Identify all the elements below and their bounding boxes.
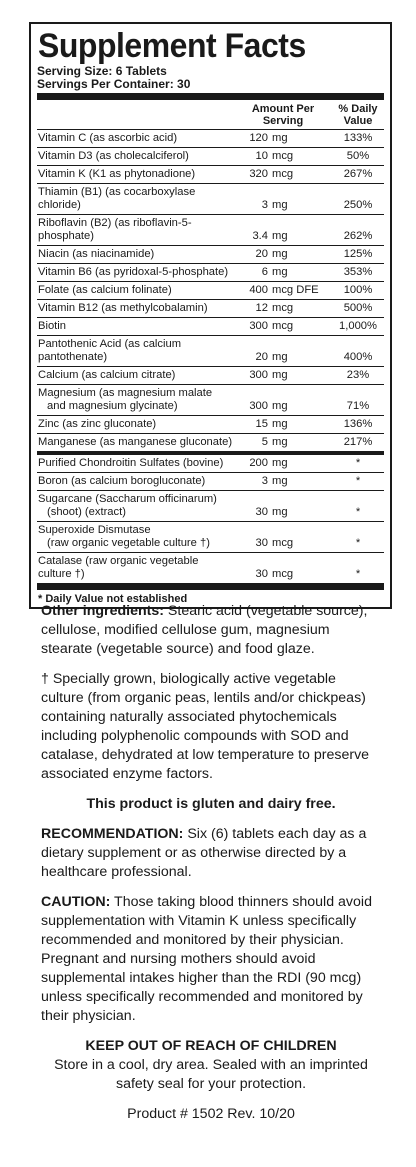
nutrient-daily-value: 125% xyxy=(343,248,373,260)
nutrient-group-vitamins-minerals xyxy=(37,130,384,451)
thick-rule xyxy=(37,583,384,590)
nutrient-amount: 300 mg xyxy=(249,369,288,381)
nutrient-daily-value: 267% xyxy=(343,168,373,180)
nutrient-name: Magnesium (as magnesium malate and magnesium glycinate) xyxy=(38,387,213,412)
nutrient-name: Pantothenic Acid (as calcium pantothenate) xyxy=(38,338,182,363)
servings-per-container: Servings Per Container: 30 xyxy=(37,77,191,91)
nutrient-name: Catalase (raw organic vegetable culture †) xyxy=(38,555,199,580)
serving-size: Serving Size: 6 Tablets xyxy=(37,64,167,78)
footnote: * Daily Value not established xyxy=(38,593,188,605)
nutrient-name: Vitamin D3 (as cholecalciferol) xyxy=(38,150,189,162)
nutrient-amount: 200 mg xyxy=(249,457,288,469)
nutrient-row xyxy=(37,473,384,491)
nutrient-row xyxy=(37,300,384,318)
nutrient-amount: 400 mcg DFE xyxy=(249,284,319,296)
panel-title: Supplement Facts xyxy=(38,27,306,65)
keep-out-warning: KEEP OUT OF REACH OF CHILDREN xyxy=(85,1038,337,1054)
nutrient-name: Vitamin B12 (as methylcobalamin) xyxy=(38,302,208,314)
nutrient-daily-value: 250% xyxy=(343,199,373,211)
nutrient-row xyxy=(37,491,384,522)
nutrient-row xyxy=(37,246,384,264)
nutrient-daily-value: 100% xyxy=(343,284,373,296)
nutrient-row xyxy=(37,367,384,385)
nutrient-name: Biotin xyxy=(38,320,66,332)
nutrient-amount: 3 mg xyxy=(261,475,288,487)
nutrient-row xyxy=(37,264,384,282)
nutrient-daily-value: 133% xyxy=(343,132,373,144)
nutrient-name: Purified Chondroitin Sulfates (bovine) xyxy=(38,457,224,469)
product-number: Product # 1502 Rev. 10/20 xyxy=(127,1106,295,1122)
nutrient-amount: 30 mcg xyxy=(255,537,294,549)
label-body-text xyxy=(41,602,381,1135)
nutrient-daily-value: 217% xyxy=(343,436,373,448)
supplement-facts-panel xyxy=(29,22,392,609)
nutrient-amount: 320 mcg xyxy=(249,168,294,180)
nutrient-daily-value: 1,000% xyxy=(339,320,377,332)
other-ingredients: Other ingredients: Stearic acid (vegetable source), cellulose, modified cellulose gum, magnesium stearate (vegetable source) and food glaze. xyxy=(41,603,368,657)
nutrient-daily-value: 262% xyxy=(343,230,373,242)
nutrient-daily-value: * xyxy=(355,537,361,549)
nutrient-daily-value: 136% xyxy=(343,418,373,430)
nutrient-name: Superoxide Dismutase (raw organic vegetable culture †) xyxy=(38,524,210,549)
nutrient-row xyxy=(37,282,384,300)
nutrient-name: Vitamin C (as ascorbic acid) xyxy=(38,132,178,144)
nutrient-amount: 120 mg xyxy=(249,132,288,144)
nutrient-group-other xyxy=(37,455,384,583)
nutrient-daily-value: * xyxy=(355,475,361,487)
nutrient-row xyxy=(37,416,384,434)
nutrient-daily-value: 353% xyxy=(343,266,373,278)
nutrient-daily-value: 23% xyxy=(346,369,370,381)
nutrient-name: Sugarcane (Saccharum officinarum) (shoot) (extract) xyxy=(38,493,217,518)
caution: CAUTION: Those taking blood thinners should avoid supplementation with Vitamin K unless specifically recommended and monitored by their physician. Pregnant and nursing mothers should avoid supplemental intakes higher than the RDI (90 mcg) unless specifically recommended and monitored by their physician. xyxy=(41,894,372,1024)
nutrient-row xyxy=(37,318,384,336)
nutrient-name: Vitamin K (K1 as phytonadione) xyxy=(38,168,196,180)
nutrient-daily-value: * xyxy=(355,506,361,518)
nutrient-amount: 5 mg xyxy=(261,436,288,448)
nutrient-name: Thiamin (B1) (as cocarboxylase chloride) xyxy=(38,186,196,211)
nutrient-row xyxy=(37,455,384,473)
nutrient-daily-value: * xyxy=(355,457,361,469)
nutrient-daily-value: 500% xyxy=(343,302,373,314)
nutrient-row xyxy=(37,336,384,367)
nutrient-daily-value: * xyxy=(355,568,361,580)
nutrient-row xyxy=(37,184,384,215)
nutrient-name: Riboflavin (B2) (as riboflavin-5-phosphate) xyxy=(38,217,192,242)
nutrient-row xyxy=(37,385,384,416)
nutrient-row xyxy=(37,166,384,184)
amount-header: Amount Per Serving xyxy=(251,103,315,127)
nutrient-name: Manganese (as manganese gluconate) xyxy=(38,436,233,448)
nutrient-amount: 20 mg xyxy=(255,248,288,260)
table-header xyxy=(37,100,384,130)
nutrient-amount: 6 mg xyxy=(261,266,288,278)
nutrient-amount: 300 mg xyxy=(249,400,288,412)
nutrient-name: Folate (as calcium folinate) xyxy=(38,284,172,296)
nutrient-row xyxy=(37,553,384,583)
recommendation: RECOMMENDATION: Six (6) tablets each day as a dietary supplement or as otherwise directed by a healthcare professional. xyxy=(41,826,367,880)
nutrient-row xyxy=(37,434,384,451)
daily-value-header: % Daily Value xyxy=(338,103,378,127)
nutrient-name: Boron (as calcium borogluconate) xyxy=(38,475,206,487)
nutrient-name: Zinc (as zinc gluconate) xyxy=(38,418,157,430)
nutrient-daily-value: 71% xyxy=(346,400,370,412)
nutrient-amount: 300 mcg xyxy=(249,320,294,332)
nutrient-daily-value: 50% xyxy=(346,150,370,162)
dagger-note: † Specially grown, biologically active vegetable culture (from organic peas, lentils and/or chickpeas) containing naturally associated phytochemicals including polyphenolic compounds with SOD and catalase, dehydrated at low temperature to preserve associated enzyme factors. xyxy=(41,671,370,782)
nutrient-amount: 30 mcg xyxy=(255,568,294,580)
nutrient-amount: 10 mcg xyxy=(255,150,294,162)
thick-rule xyxy=(37,93,384,100)
storage-instructions: Store in a cool, dry area. Sealed with an imprinted safety seal for your protection. xyxy=(54,1057,368,1092)
nutrient-row xyxy=(37,148,384,166)
nutrient-name: Vitamin B6 (as pyridoxal-5-phosphate) xyxy=(38,266,229,278)
nutrient-amount: 30 mg xyxy=(255,506,288,518)
nutrient-row xyxy=(37,522,384,553)
nutrient-row xyxy=(37,215,384,246)
nutrient-amount: 3.4 mg xyxy=(252,230,288,242)
nutrient-name: Niacin (as niacinamide) xyxy=(38,248,155,260)
nutrient-amount: 12 mcg xyxy=(255,302,294,314)
nutrient-amount: 20 mg xyxy=(255,351,288,363)
nutrient-name: Calcium (as calcium citrate) xyxy=(38,369,176,381)
nutrient-row xyxy=(37,130,384,148)
nutrient-amount: 15 mg xyxy=(255,418,288,430)
nutrient-daily-value: 400% xyxy=(343,351,373,363)
gluten-free-statement: This product is gluten and dairy free. xyxy=(86,796,336,812)
nutrient-amount: 3 mg xyxy=(261,199,288,211)
